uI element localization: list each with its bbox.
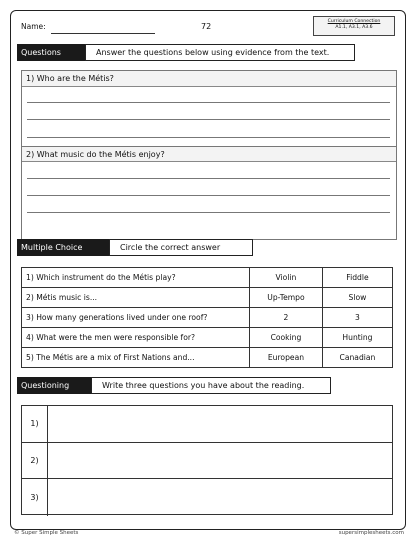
- question-1-prompt: 1) Who are the Métis?: [22, 71, 396, 87]
- table-row: [22, 308, 393, 328]
- mc-option[interactable]: Violin: [250, 268, 323, 288]
- page-number: 72: [201, 22, 212, 31]
- multiple-choice-section-instruction: Circle the correct answer: [109, 239, 253, 256]
- question-2-answer-area[interactable]: [22, 162, 396, 221]
- footer-website: supersimplesheets.com: [338, 530, 404, 536]
- footer-copyright: © Super Simple Sheets: [14, 530, 79, 536]
- questions-section-header: [17, 44, 355, 61]
- worksheet-page: [10, 10, 406, 530]
- questioning-row[interactable]: [22, 479, 392, 516]
- table-row: [22, 328, 393, 348]
- multiple-choice-section-label: Multiple Choice: [17, 239, 109, 256]
- questions-section-instruction: Answer the questions below using evidence from the text.: [85, 44, 355, 61]
- multiple-choice-section-header: [17, 239, 253, 256]
- question-2-prompt: 2) What music do the Métis enjoy?: [22, 146, 396, 162]
- mc-question: 5) The Métis are a mix of First Nations and...: [22, 348, 250, 368]
- curriculum-connection-box: [313, 16, 395, 36]
- mc-question: 3) How many generations lived under one roof?: [22, 308, 250, 328]
- mc-question: 2) Métis music is...: [22, 288, 250, 308]
- questioning-row-number: 2): [22, 443, 48, 479]
- table-row: [22, 268, 393, 288]
- questioning-row[interactable]: [22, 406, 392, 443]
- mc-option[interactable]: Up-Tempo: [250, 288, 323, 308]
- questioning-box: [21, 405, 393, 515]
- questioning-row[interactable]: [22, 443, 392, 480]
- answer-line: [27, 212, 390, 213]
- name-label: Name:: [21, 22, 46, 31]
- answer-line: [27, 119, 390, 120]
- question-1-answer-area[interactable]: [22, 87, 396, 146]
- table-row: [22, 348, 393, 368]
- curriculum-connection-title: Curriculum Connection: [327, 19, 381, 24]
- mc-option[interactable]: Canadian: [322, 348, 392, 368]
- mc-question: 1) Which instrument do the Métis play?: [22, 268, 250, 288]
- questioning-row-number: 3): [22, 479, 48, 516]
- mc-option[interactable]: Hunting: [322, 328, 392, 348]
- mc-option[interactable]: Fiddle: [322, 268, 392, 288]
- answer-line: [27, 102, 390, 103]
- name-input-line[interactable]: [51, 33, 155, 34]
- questioning-row-number: 1): [22, 406, 48, 442]
- questioning-section-header: [17, 377, 331, 394]
- mc-option[interactable]: Slow: [322, 288, 392, 308]
- answer-line: [27, 137, 390, 138]
- table-row: [22, 288, 393, 308]
- answer-line: [27, 178, 390, 179]
- answer-line: [27, 195, 390, 196]
- open-questions-box: [21, 70, 397, 240]
- mc-question: 4) What were the men were responsible for?: [22, 328, 250, 348]
- questioning-section-label: Questioning: [17, 377, 91, 394]
- mc-option[interactable]: 2: [250, 308, 323, 328]
- mc-option[interactable]: European: [250, 348, 323, 368]
- questioning-section-instruction: Write three questions you have about the reading.: [91, 377, 331, 394]
- mc-option[interactable]: 3: [322, 308, 392, 328]
- questions-section-label: Questions: [17, 44, 85, 61]
- curriculum-connection-codes: A1.1, A3.1, A3.6: [335, 25, 373, 30]
- multiple-choice-table: [21, 267, 393, 368]
- mc-option[interactable]: Cooking: [250, 328, 323, 348]
